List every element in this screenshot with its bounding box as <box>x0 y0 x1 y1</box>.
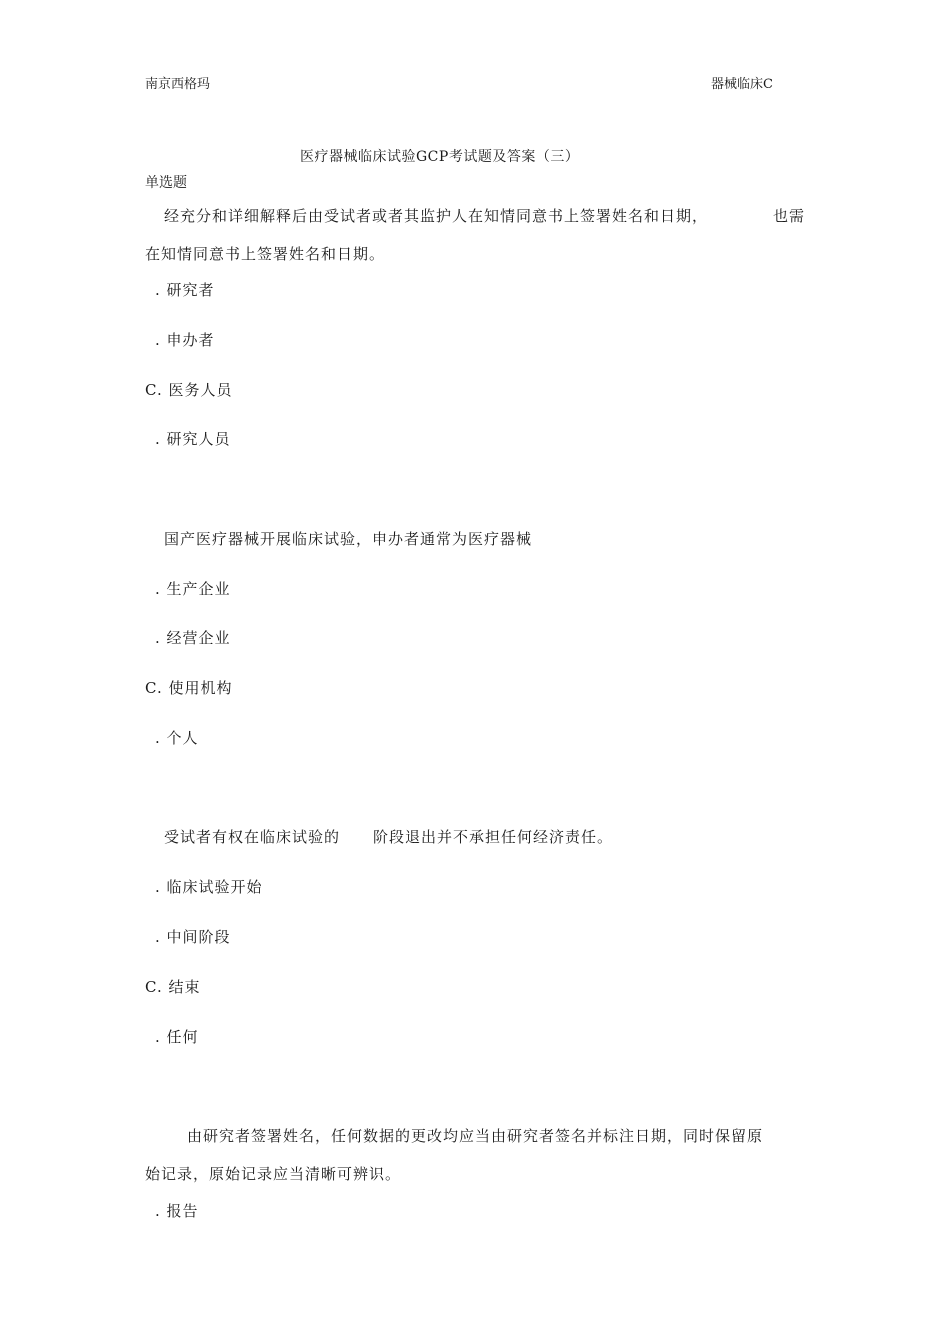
question-1-option-c: C. 医务人员 <box>145 381 233 399</box>
question-3-line-1a: 受试者有权在临床试验的 <box>164 828 341 846</box>
question-1-option-a: . 研究者 <box>155 281 215 299</box>
question-1-line-2: 在知情同意书上签署姓名和日期。 <box>145 245 386 263</box>
question-1-line-1a: 经充分和详细解释后由受试者或者其监护人在知情同意书上签署姓名和日期， <box>164 207 709 225</box>
header-right-text: 器械临床C <box>711 77 773 92</box>
question-2-option-c: C. 使用机构 <box>145 679 233 697</box>
question-1-option-d: . 研究人员 <box>155 430 231 448</box>
question-2-line-1: 国产医疗器械开展临床试验，申办者通常为医疗器械 <box>164 530 533 548</box>
question-3-option-c: C. 结束 <box>145 978 201 996</box>
section-heading: 单选题 <box>145 175 187 191</box>
header-left-text: 南京西格玛 <box>145 77 211 92</box>
question-1-line-1b: 也需 <box>773 207 806 225</box>
question-3-option-d: . 任何 <box>155 1028 199 1046</box>
document-title: 医疗器械临床试验GCP考试题及答案（三） <box>300 149 580 165</box>
question-1-option-b: . 申办者 <box>155 331 215 349</box>
question-3-line-1b: 阶段退出并不承担任何经济责任。 <box>373 828 614 846</box>
question-3-option-a: . 临床试验开始 <box>155 878 263 896</box>
question-2-option-a: . 生产企业 <box>155 580 231 598</box>
question-4-line-2: 始记录，原始记录应当清晰可辨识。 <box>145 1165 402 1183</box>
question-4-option-a: . 报告 <box>155 1202 199 1220</box>
question-4-line-1: 由研究者签署姓名，任何数据的更改均应当由研究者签名并标注日期，同时保留原 <box>187 1127 764 1145</box>
question-3-option-b: . 中间阶段 <box>155 928 231 946</box>
question-2-option-d: . 个人 <box>155 729 199 747</box>
question-2-option-b: . 经营企业 <box>155 629 231 647</box>
